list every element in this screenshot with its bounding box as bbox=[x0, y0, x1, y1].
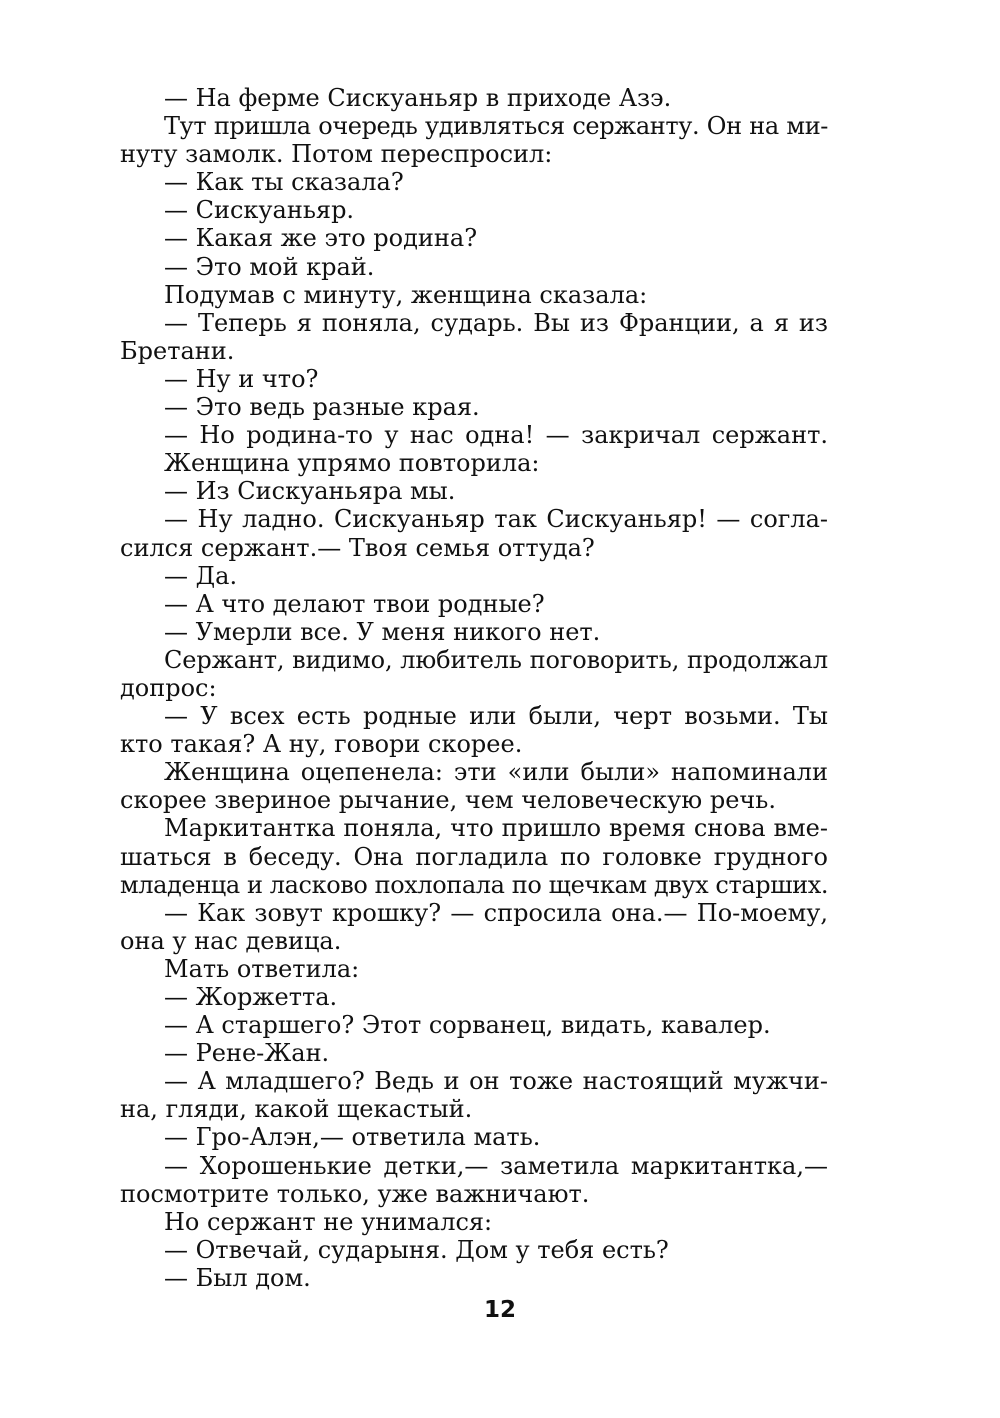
text-line: скорее звериное рычание, чем человеческую речь. bbox=[120, 786, 776, 815]
text-line: шаться в беседу. Она погладила по головке грудного bbox=[120, 842, 828, 871]
text-line: младенца и ласково похлопала по щечкам двух старших. bbox=[120, 870, 829, 899]
text-line: кто такая? А ну, говори скорее. bbox=[120, 730, 523, 759]
text-line: — Это мой край. bbox=[164, 252, 375, 281]
text-line: — Ну ладно. Сискуаньяр так Сискуаньяр! — согла- bbox=[164, 505, 828, 534]
text-line: — А старшего? Этот сорванец, видать, кавалер. bbox=[164, 1011, 771, 1040]
text-line: — Теперь я поняла, сударь. Вы из Франции, а я из bbox=[164, 308, 828, 337]
text-line: Но сержант не унимался: bbox=[164, 1207, 493, 1236]
text-line: Женщина оцепенела: эти «или были» напоминали bbox=[164, 758, 828, 787]
text-line: Мать ответила: bbox=[164, 954, 360, 983]
text-line: — А младшего? Ведь и он тоже настоящий мужчи- bbox=[164, 1067, 828, 1096]
text-line: — Да. bbox=[164, 561, 238, 590]
text-line: Сержант, видимо, любитель поговорить, продолжал bbox=[164, 645, 828, 674]
text-line: — Гро-Алэн,— ответила мать. bbox=[164, 1123, 541, 1152]
text-line: — Как ты сказала? bbox=[164, 168, 404, 197]
text-line: — Хорошенькие детки,— заметила маркитантка,— bbox=[164, 1151, 828, 1180]
text-line: Маркитантка поняла, что пришло время снова вме- bbox=[164, 814, 828, 843]
text-line: — На ферме Сискуаньяр в приходе Азэ. bbox=[164, 84, 672, 112]
text-line: нуту замолк. Потом переспросил: bbox=[120, 140, 553, 169]
text-line: — Отвечай, сударыня. Дом у тебя есть? bbox=[164, 1235, 669, 1264]
text-line: — Из Сискуаньяра мы. bbox=[164, 477, 456, 506]
text-line: она у нас девица. bbox=[120, 926, 342, 955]
text-line: — Был дом. bbox=[164, 1263, 311, 1292]
text-line: — У всех есть родные или были, черт возьми. Ты bbox=[164, 702, 828, 731]
text-line: — Рене-Жан. bbox=[164, 1039, 330, 1068]
text-line: — Жоржетта. bbox=[164, 983, 338, 1011]
text-line: Тут пришла очередь удивляться сержанту. Он на ми- bbox=[164, 112, 828, 141]
text-line: — Как зовут крошку? — спросила она.— По-моему, bbox=[164, 898, 828, 927]
text-line: — Умерли все. У меня никого нет. bbox=[164, 617, 601, 646]
page-text bbox=[120, 84, 828, 1292]
text-line: Женщина упрямо повторила: bbox=[164, 449, 540, 478]
text-line: — Ну и что? bbox=[164, 364, 319, 393]
text-line: Бретани. bbox=[120, 336, 235, 365]
text-line: — Какая же это родина? bbox=[164, 224, 478, 253]
text-line: — А что делают твои родные? bbox=[164, 589, 545, 618]
text-line: посмотрите только, уже важничают. bbox=[120, 1179, 590, 1208]
text-line: — Сискуаньяр. bbox=[164, 196, 355, 225]
text-line: на, гляди, какой щекастый. bbox=[120, 1095, 473, 1124]
text-line: — Но родина-то у нас одна! — закричал сержант. bbox=[164, 421, 828, 450]
text-line: — Это ведь разные края. bbox=[164, 393, 480, 422]
text-line: допрос: bbox=[120, 673, 217, 702]
page-number: 12 bbox=[483, 1297, 516, 1323]
text-line: Подумав с минуту, женщина сказала: bbox=[164, 280, 648, 309]
text-line: сился сержант.— Твоя семья оттуда? bbox=[120, 533, 595, 562]
